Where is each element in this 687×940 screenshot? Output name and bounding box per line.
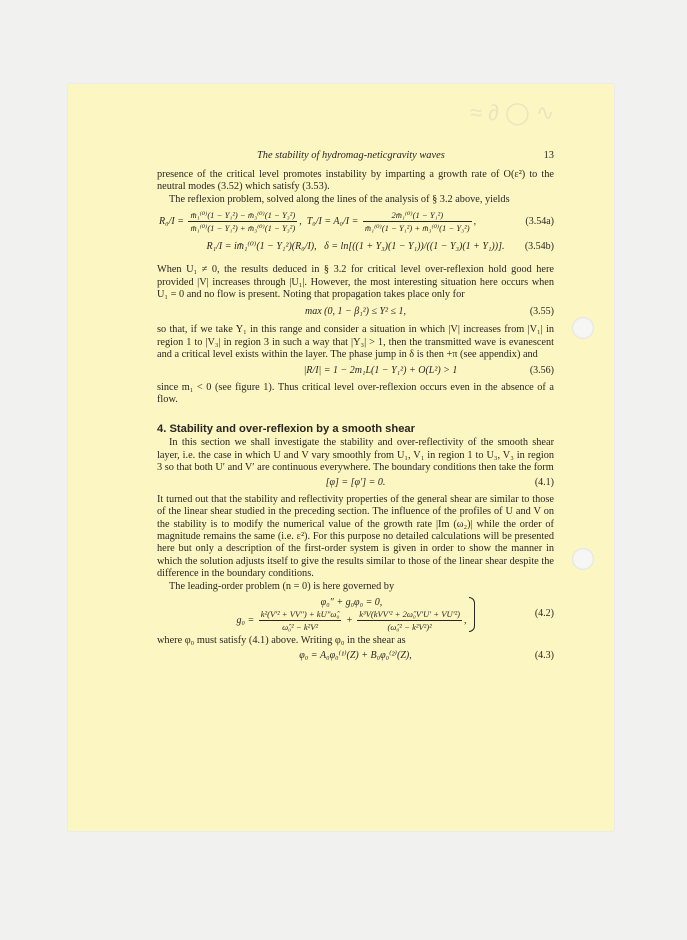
eq-denominator: m̄₁⁽⁰⁾(1 − Y₁²) + m̄₃⁽⁰⁾(1 − Y₃²) [364,223,470,234]
running-title: The stability of hydromag-neticgravity waves [257,150,445,161]
eq-text: max (0, 1 − β₁²) ≤ Y² ≤ 1, [304,306,407,318]
eq-numerator: k²(V′² + VV″) + kU″ω̂₀ [260,608,340,619]
eq-fraction [357,609,462,632]
eq-line: φ₀″ + g₀φ₀ = 0, [320,596,383,608]
equation-4-3 [157,650,554,662]
eq-denominator: ω̂₀² − k²V² [282,621,319,632]
eq-line-g0 [236,609,466,632]
equation-label: (3.55) [529,306,554,318]
paragraph: When U₁ ≠ 0, the results deduced in § 3.2 for critical level over-reflexion hold good here provided |V| increases through |U₁|. However, the most interesting situation here occurs when U₁ = 0 and no flow is present. Noting that propagation takes place only for [157,264,554,301]
paragraph: The reflexion problem, solved along the lines of the analysis of § 3.2 above, yields [169,193,510,205]
paragraph: It turned out that the stability and reflectivity properties of the general shear are similar to those of the linear shear studied in the preceding section. The influence of the profiles of U and V on the stability is to modify the numerical value of the growth rate |Im (ω₂)| while the order of magnitude remains the same (i.e. ε²). For this purpose no detailed calculations will be presented here but only a description of the first-order system is given in order to show the manner in which the solution adjusts itself to give the results similar to those of the linear shear despite the difference in the boundary conditions. [157,493,554,580]
paragraph: The leading-order problem (n = 0) is here governed by [169,580,395,592]
eq-denominator: m̄₁⁽⁰⁾(1 − Y₁²) + m̄₃⁽⁰⁾(1 − Y₃²) [190,223,296,234]
equation-3-56 [157,365,554,377]
punch-hole-bottom [572,548,594,570]
eq-text: |R/I| = 1 − 2m₁L(1 − Y₁²) + O(L²) > 1 [303,364,458,376]
eq-fraction [363,210,472,233]
eq-part: R₁/I = im̄₁⁽⁰⁾(1 − Y₁²)(R₀/I), [206,241,317,253]
paragraph: presence of the critical level promotes instability by imparting a growth rate of O(ε²) to the neutral modes (3.52) which satisfy (3.53). [157,169,554,193]
equation-3-54a: R₀/I = $\frac{\text{m̄₁⁽⁰⁾(1 − Y₁²) − m̄₃⁽⁰⁾(1 − Y₃²)}}{\text{m̄₁⁽⁰⁾(1 − Y₁²) + m̄₃⁽⁰⁾(1 − Y₃²)}}$ , T₀/I = A₀/I = $\frac{\text{2m̄₁⁽⁰⁾(1 − Y₁²)}}{\text{m̄₁⁽⁰⁾(1 − Y₁²) + m̄₃⁽⁰⁾(1 − Y₃²)}}$ , (3.54a) [159,210,554,234]
section-gap [157,406,554,422]
eq-lhs: T₀/I = A₀/I [306,216,350,228]
running-header [157,150,554,164]
equation-4-2 [157,597,554,632]
eq-text: [φ] = [φ′] = 0. [325,476,386,488]
eq-lhs: R₀/I [159,216,175,228]
equation-label: (4.2) [534,608,554,620]
eq-operator: + [345,614,353,626]
page-content [157,150,554,662]
eq-numerator: 2m̄₁⁽⁰⁾(1 − Y₁²) [363,210,472,222]
eq-numerator: k³V(kVV′² + 2ω̂₀V′U′ + VU′²) [359,608,461,619]
equation-label: (4.1) [534,476,554,488]
equation-3-54b [157,236,554,258]
equation-label: (3.54b) [524,241,554,253]
section-heading: 4. Stability and over-reflexion by a smooth shear [157,423,416,436]
paragraph: where φ₀ must satisfy (4.1) above. Writing φ₀ in the shear as [157,634,406,646]
bleed-through-marks: ≈ ∂ ◯ ∿ [470,100,555,125]
punch-hole-top [572,317,594,339]
equation-3-55 [157,306,554,318]
eq-numerator: m̄₁⁽⁰⁾(1 − Y₁²) − m̄₃⁽⁰⁾(1 − Y₃²) [190,210,296,221]
eq-fraction [259,609,342,632]
equation-label: (3.56) [529,364,554,376]
equation-label: (4.3) [534,650,554,662]
paragraph: so that, if we take Y₁ in this range and consider a situation in which |V| increases from |V₁| in region 1 to |V₃| in region 3 in such a way that |Y₃| > 1, then the transmitted wave is evanescent and a critical level exists within the layer. The phase jump in δ is then +π (see appendix) and [157,324,554,361]
equation-system [236,597,474,632]
equation-4-1 [157,477,554,489]
eq-punct: , [464,614,467,626]
paragraph: In this section we shall investigate the stability and over-reflectivity of the smooth shear layer, i.e. the case in which U and V vary smoothly from U₁, V₁ in region 1 to U₃, V₃ in region 3 so that both U′ and V′ are continuous everywhere. The boundary conditions then take the form [157,437,554,474]
page-number: 13 [543,150,554,161]
eq-text: φ₀ = A₀φ₀⁽¹⁾(Z) + B₀φ₀⁽²⁾(Z), [299,650,412,662]
eq-lhs: g₀ = [236,614,255,626]
eq-fraction [188,210,297,233]
equation-label: (3.54a) [525,215,554,227]
eq-part: δ = ln[((1 + Y₃)(1 − Y₁))/((1 − Y₃)(1 + Y₁))]. [324,241,505,253]
eq-denominator: (ω̂₀² − k²V²)² [387,621,432,632]
paragraph: since m₁ < 0 (see figure 1). Thus critical level over-reflexion occurs even in the absence of a flow. [157,381,554,406]
